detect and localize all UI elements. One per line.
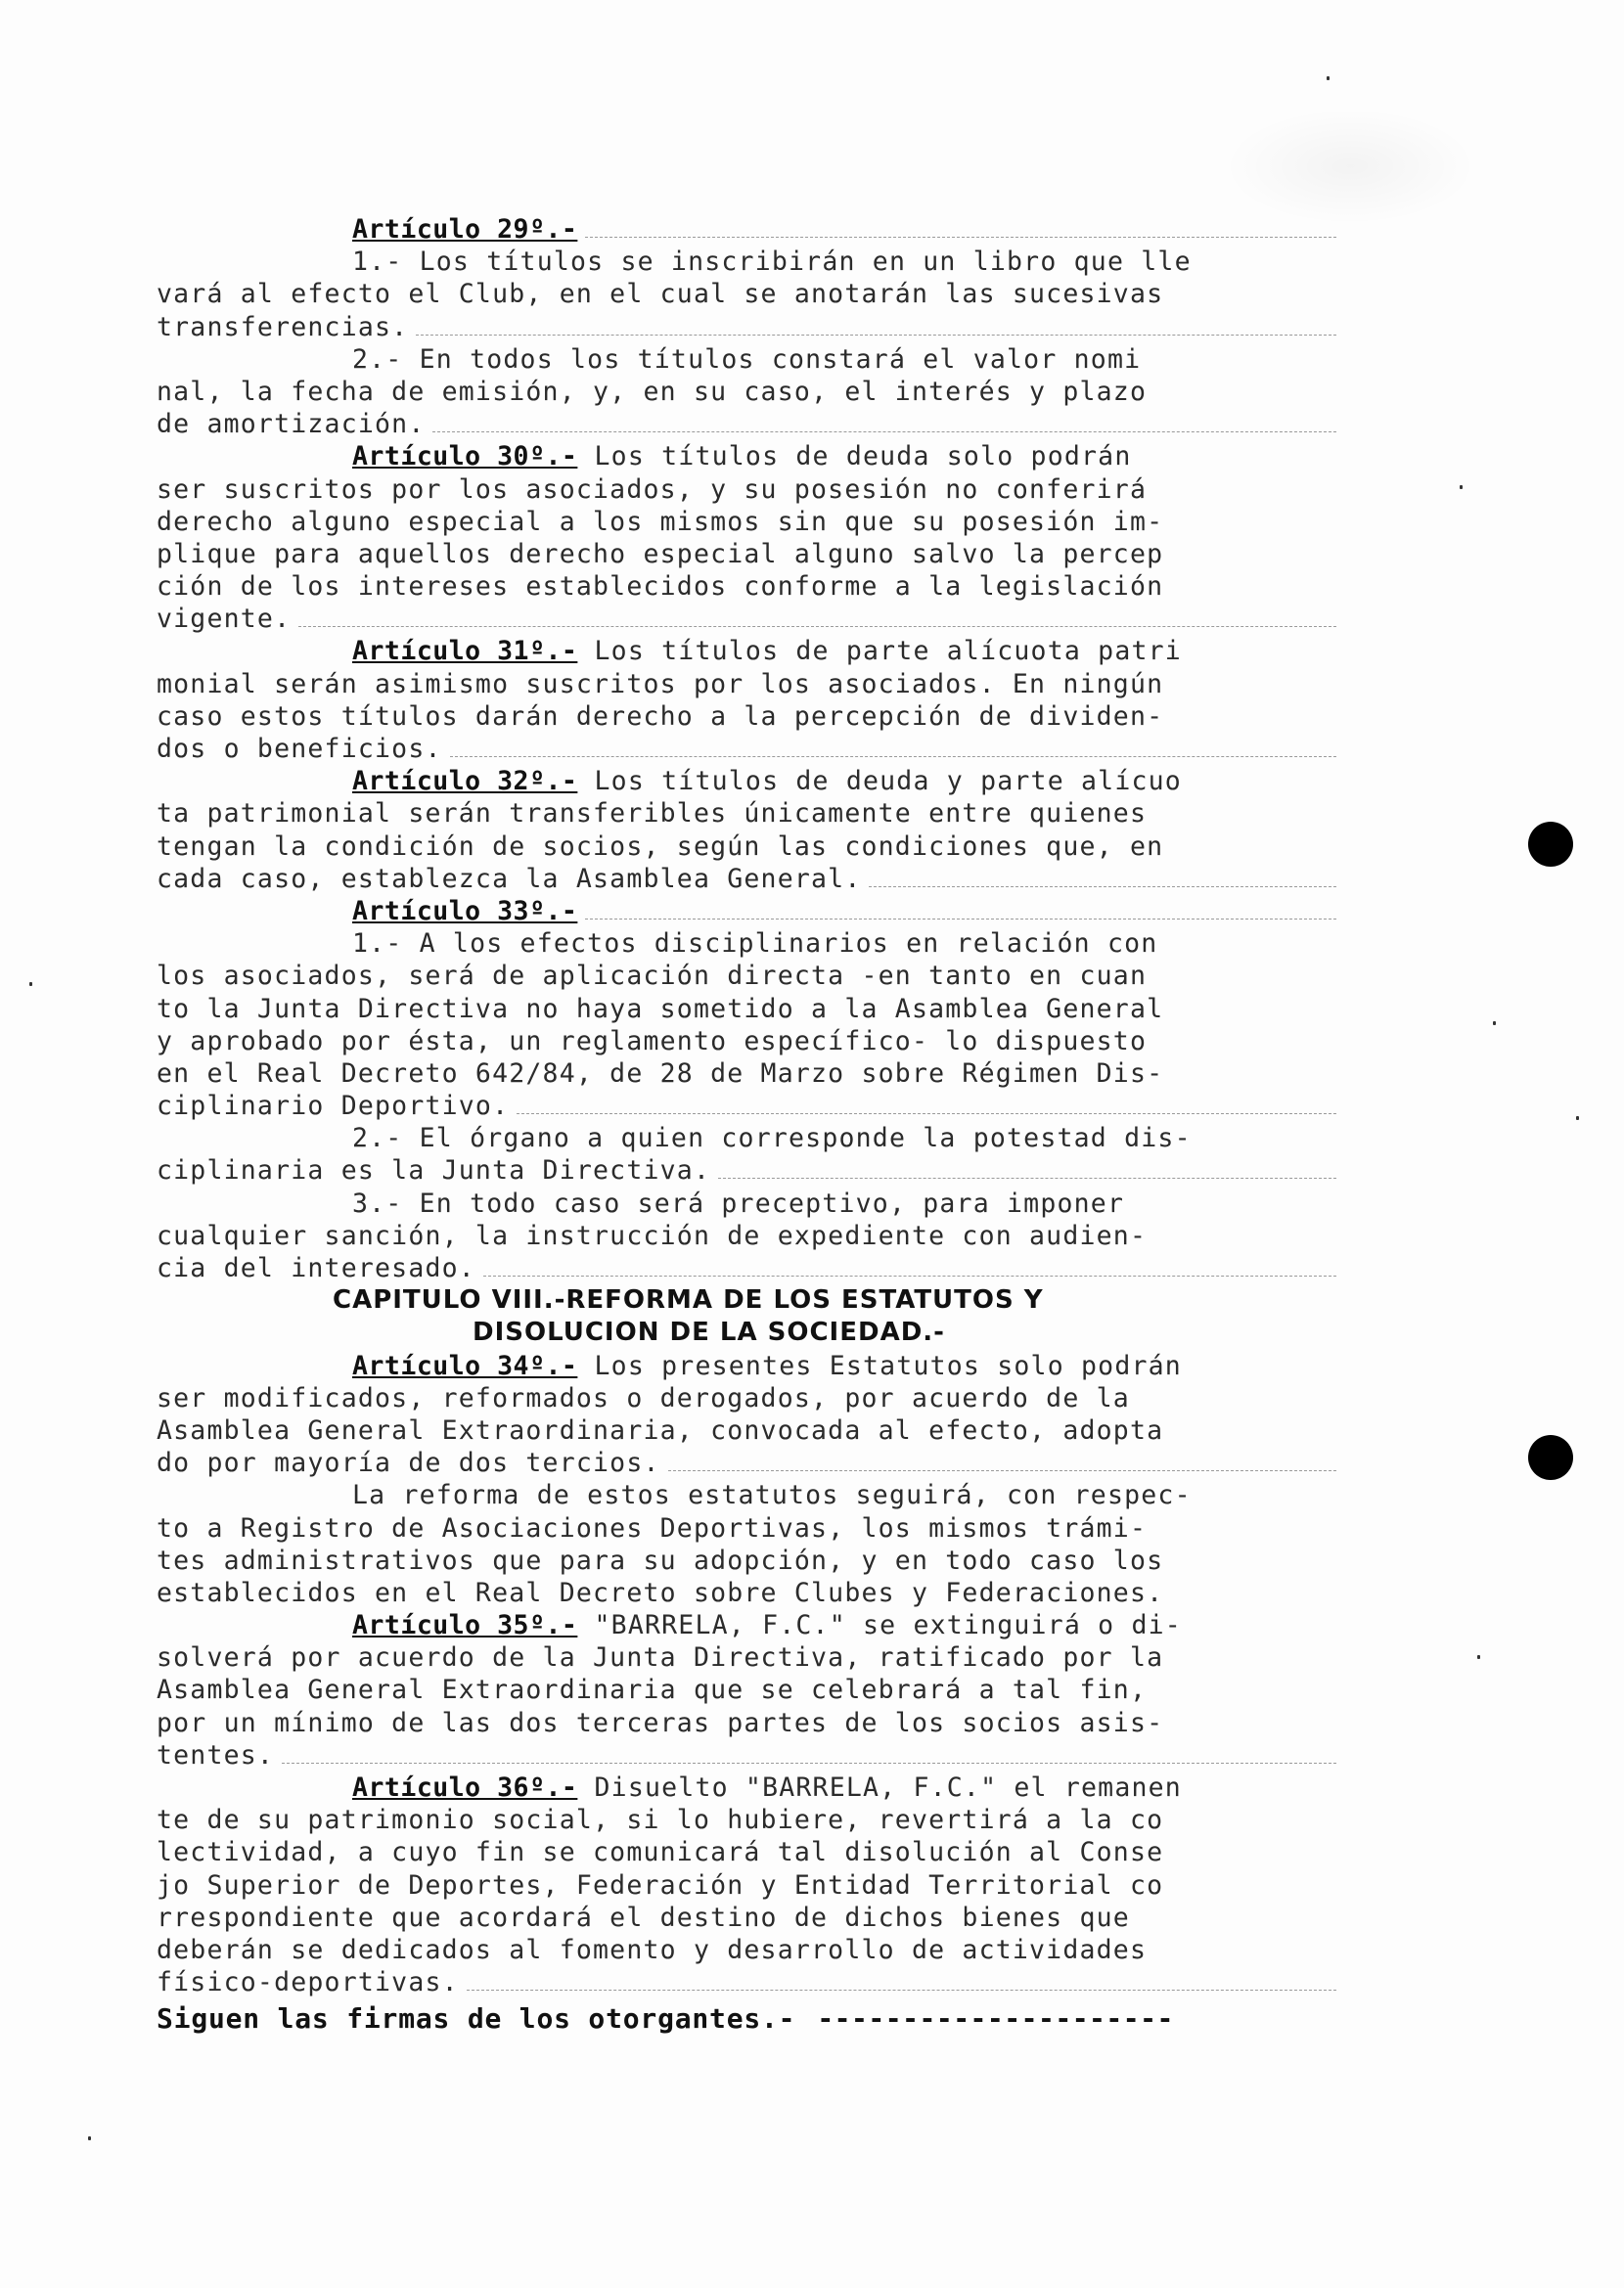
chapter-title: CAPITULO VIII.-REFORMA DE LOS ESTATUTOS Y xyxy=(333,1285,1044,1316)
text-line xyxy=(157,1966,1340,1998)
text-line xyxy=(157,1577,1340,1609)
text-line xyxy=(157,408,1340,440)
text-line xyxy=(157,1804,1340,1836)
speck xyxy=(1576,1116,1579,1120)
article-heading: Artículo 33º.- xyxy=(352,895,578,926)
speck xyxy=(29,982,32,986)
text-line xyxy=(157,538,1340,570)
line-text: La reforma de estos estatutos seguirá, con respec- xyxy=(352,1480,1192,1511)
article-heading: Artículo 29º.- xyxy=(352,214,578,245)
line-text: 1.- Los títulos se inscribirán en un libro que lle xyxy=(352,247,1192,278)
article-heading: Artículo 35º.- xyxy=(352,1610,578,1641)
text-line xyxy=(157,343,1340,376)
line-text: vigente. xyxy=(157,604,292,635)
line-text: de amortización. xyxy=(157,409,426,440)
text-line xyxy=(157,1512,1340,1545)
line-text: lectividad, a cuyo fin se comunicará tal disolución al Conse xyxy=(157,1837,1164,1868)
article-heading: Artículo 36º.- xyxy=(352,1772,578,1803)
dash-filler xyxy=(718,1178,1336,1179)
text-line xyxy=(157,1707,1340,1739)
article-heading: Artículo 30º.- xyxy=(352,441,578,472)
text-line xyxy=(157,603,1340,635)
text-line xyxy=(157,1902,1340,1934)
article-heading: Artículo 32º.- xyxy=(352,766,578,797)
article-heading: Artículo 34º.- xyxy=(352,1350,578,1381)
text-line xyxy=(157,1220,1340,1252)
text-line xyxy=(157,830,1340,863)
dash-filler xyxy=(585,237,1336,238)
line-text: Los títulos de parte alícuota patri xyxy=(577,636,1182,667)
text-line xyxy=(157,1122,1340,1154)
speck xyxy=(1477,1655,1480,1659)
line-text: Los presentes Estatutos solo podrán xyxy=(577,1350,1182,1381)
line-text: establecidos en el Real Decreto sobre Clubes y Federaciones. xyxy=(157,1577,1164,1608)
closing-dashes: --------------------- xyxy=(817,2002,1174,2036)
article-heading: Artículo 31º.- xyxy=(352,636,578,667)
line-text: ción de los intereses establecidos conforme a la legislación xyxy=(157,571,1164,603)
text-line xyxy=(157,1934,1340,1966)
text-line xyxy=(157,927,1340,960)
line-text: 2.- El órgano a quien corresponde la potestad dis- xyxy=(352,1123,1192,1154)
speck xyxy=(1327,76,1330,80)
dash-filler xyxy=(450,756,1336,757)
line-text: Asamblea General Extraordinaria, convocada al efecto, adopta xyxy=(157,1414,1164,1446)
chapter-heading-line xyxy=(157,1317,1340,1349)
line-text: físico-deportivas. xyxy=(157,1967,459,1998)
line-text: tengan la condición de socios, según las condiciones que, en xyxy=(157,830,1164,862)
line-text: cada caso, establezca la Asamblea General. xyxy=(157,863,862,894)
text-line xyxy=(157,1674,1340,1706)
line-text: tes administrativos que para su adopción, y en todo caso los xyxy=(157,1545,1164,1576)
line-text: te de su patrimonio social, si lo hubiere, revertirá a la co xyxy=(157,1805,1164,1836)
text-line xyxy=(157,1154,1340,1187)
text-line xyxy=(157,1641,1340,1674)
line-text: rrespondiente que acordará el destino de dichos bienes que xyxy=(157,1902,1130,1933)
line-text: to a Registro de Asociaciones Deportivas, los mismos trámi- xyxy=(157,1512,1148,1544)
line-text: dos o beneficios. xyxy=(157,734,442,764)
line-text: monial serán asimismo suscritos por los asociados. En ningún xyxy=(157,668,1164,699)
line-text: vará al efecto el Club, en el cual se anotarán las sucesivas xyxy=(157,279,1164,310)
speck xyxy=(1493,1021,1496,1025)
speck xyxy=(88,2136,91,2140)
line-text: cualquier sanción, la instrucción de expediente con audien- xyxy=(157,1220,1148,1251)
article-heading-line xyxy=(157,1350,1340,1382)
line-text: jo Superior de Deportes, Federación y Entidad Territorial co xyxy=(157,1869,1164,1901)
line-text: en el Real Decreto 642/84, de 28 de Marzo sobre Régimen Dis- xyxy=(157,1057,1164,1089)
text-line xyxy=(157,1479,1340,1511)
line-text: y aprobado por ésta, un reglamento específico- lo dispuesto xyxy=(157,1025,1148,1056)
text-line xyxy=(157,1836,1340,1868)
speck xyxy=(1460,485,1463,489)
dash-filler xyxy=(298,626,1336,627)
text-line xyxy=(157,1739,1340,1772)
line-text: ser suscritos por los asociados, y su posesión no conferirá xyxy=(157,473,1148,505)
text-line xyxy=(157,311,1340,343)
dash-filler xyxy=(585,919,1336,920)
text-line xyxy=(157,1545,1340,1577)
text-line xyxy=(157,278,1340,310)
text-line xyxy=(157,1414,1340,1447)
line-text: Los títulos de deuda solo podrán xyxy=(577,441,1132,472)
text-line xyxy=(157,570,1340,603)
article-heading-line xyxy=(157,635,1340,667)
binder-hole xyxy=(1528,1435,1573,1480)
line-text: transferencias. xyxy=(157,311,409,342)
line-text: to la Junta Directiva no haya sometido a la Asamblea General xyxy=(157,993,1164,1024)
binder-hole xyxy=(1528,822,1573,867)
line-text: deberán se dedicados al fomento y desarrollo de actividades xyxy=(157,1934,1148,1965)
text-line xyxy=(157,733,1340,765)
article-heading-line xyxy=(157,1772,1340,1804)
closing-line xyxy=(157,2002,1340,2035)
line-text: tentes. xyxy=(157,1739,275,1771)
line-text: caso estos títulos darán derecho a la percepción de dividen- xyxy=(157,700,1164,732)
line-text: cia del interesado. xyxy=(157,1253,475,1283)
chapter-title: DISOLUCION DE LA SOCIEDAD.- xyxy=(473,1318,945,1348)
line-text: "BARRELA, F.C." se extinguirá o di- xyxy=(577,1610,1182,1641)
text-line xyxy=(157,506,1340,538)
text-line xyxy=(157,473,1340,506)
dash-filler xyxy=(668,1470,1336,1471)
line-text: ciplinaria es la Junta Directiva. xyxy=(157,1155,711,1187)
dash-filler xyxy=(282,1763,1336,1764)
line-text: ta patrimonial serán transferibles únicamente entre quienes xyxy=(157,798,1148,830)
text-line xyxy=(157,246,1340,278)
line-text: 2.- En todos los títulos constará el valor nomi xyxy=(352,343,1142,375)
line-text: ser modificados, reformados o derogados, por acuerdo de la xyxy=(157,1382,1130,1413)
text-line xyxy=(157,1869,1340,1902)
closing-text: Siguen las firmas de los otorgantes.- xyxy=(157,2002,796,2036)
line-text: do por mayoría de dos tercios. xyxy=(157,1448,660,1479)
dash-filler xyxy=(483,1276,1336,1277)
text-line xyxy=(157,700,1340,733)
text-line xyxy=(157,863,1340,895)
line-text: solverá por acuerdo de la Junta Directiva, ratificado por la xyxy=(157,1642,1164,1674)
article-heading-line xyxy=(157,213,1340,246)
text-line xyxy=(157,797,1340,830)
text-line xyxy=(157,993,1340,1025)
dash-filler xyxy=(416,335,1336,336)
line-text: nal, la fecha de emisión, y, en su caso, el interés y plazo xyxy=(157,376,1148,407)
line-text: Los títulos de deuda y parte alícuo xyxy=(577,766,1182,797)
text-line xyxy=(157,376,1340,408)
dash-filler xyxy=(467,1990,1336,1991)
article-heading-line xyxy=(157,765,1340,797)
line-text: ciplinario Deportivo. xyxy=(157,1091,510,1122)
text-line xyxy=(157,1188,1340,1220)
line-text: 3.- En todo caso será preceptivo, para imponer xyxy=(352,1188,1125,1219)
statute-text xyxy=(157,213,1340,2036)
dash-filler xyxy=(432,431,1336,432)
article-heading-line xyxy=(157,1609,1340,1641)
text-line xyxy=(157,1090,1340,1122)
text-line xyxy=(157,668,1340,700)
text-line xyxy=(157,960,1340,992)
line-text: Disuelto "BARRELA, F.C." el remanen xyxy=(577,1772,1182,1803)
bleed-through-mark xyxy=(1223,108,1477,225)
article-heading-line xyxy=(157,440,1340,472)
line-text: Asamblea General Extraordinaria que se celebrará a tal fin, xyxy=(157,1675,1148,1706)
dash-filler xyxy=(517,1113,1336,1114)
chapter-heading-line xyxy=(157,1284,1340,1317)
text-line xyxy=(157,1025,1340,1057)
line-text: derecho alguno especial a los mismos sin que su posesión im- xyxy=(157,506,1164,537)
text-line xyxy=(157,1382,1340,1414)
line-text: los asociados, será de aplicación directa -en tanto en cuan xyxy=(157,961,1148,992)
line-text: 1.- A los efectos disciplinarios en relación con xyxy=(352,928,1158,960)
line-text: por un mínimo de las dos terceras partes de los socios asis- xyxy=(157,1707,1164,1738)
text-line xyxy=(157,1252,1340,1284)
line-text: plique para aquellos derecho especial alguno salvo la percep xyxy=(157,538,1164,569)
text-line xyxy=(157,1447,1340,1479)
text-line xyxy=(157,1057,1340,1090)
dash-filler xyxy=(869,886,1336,887)
article-heading-line xyxy=(157,895,1340,927)
